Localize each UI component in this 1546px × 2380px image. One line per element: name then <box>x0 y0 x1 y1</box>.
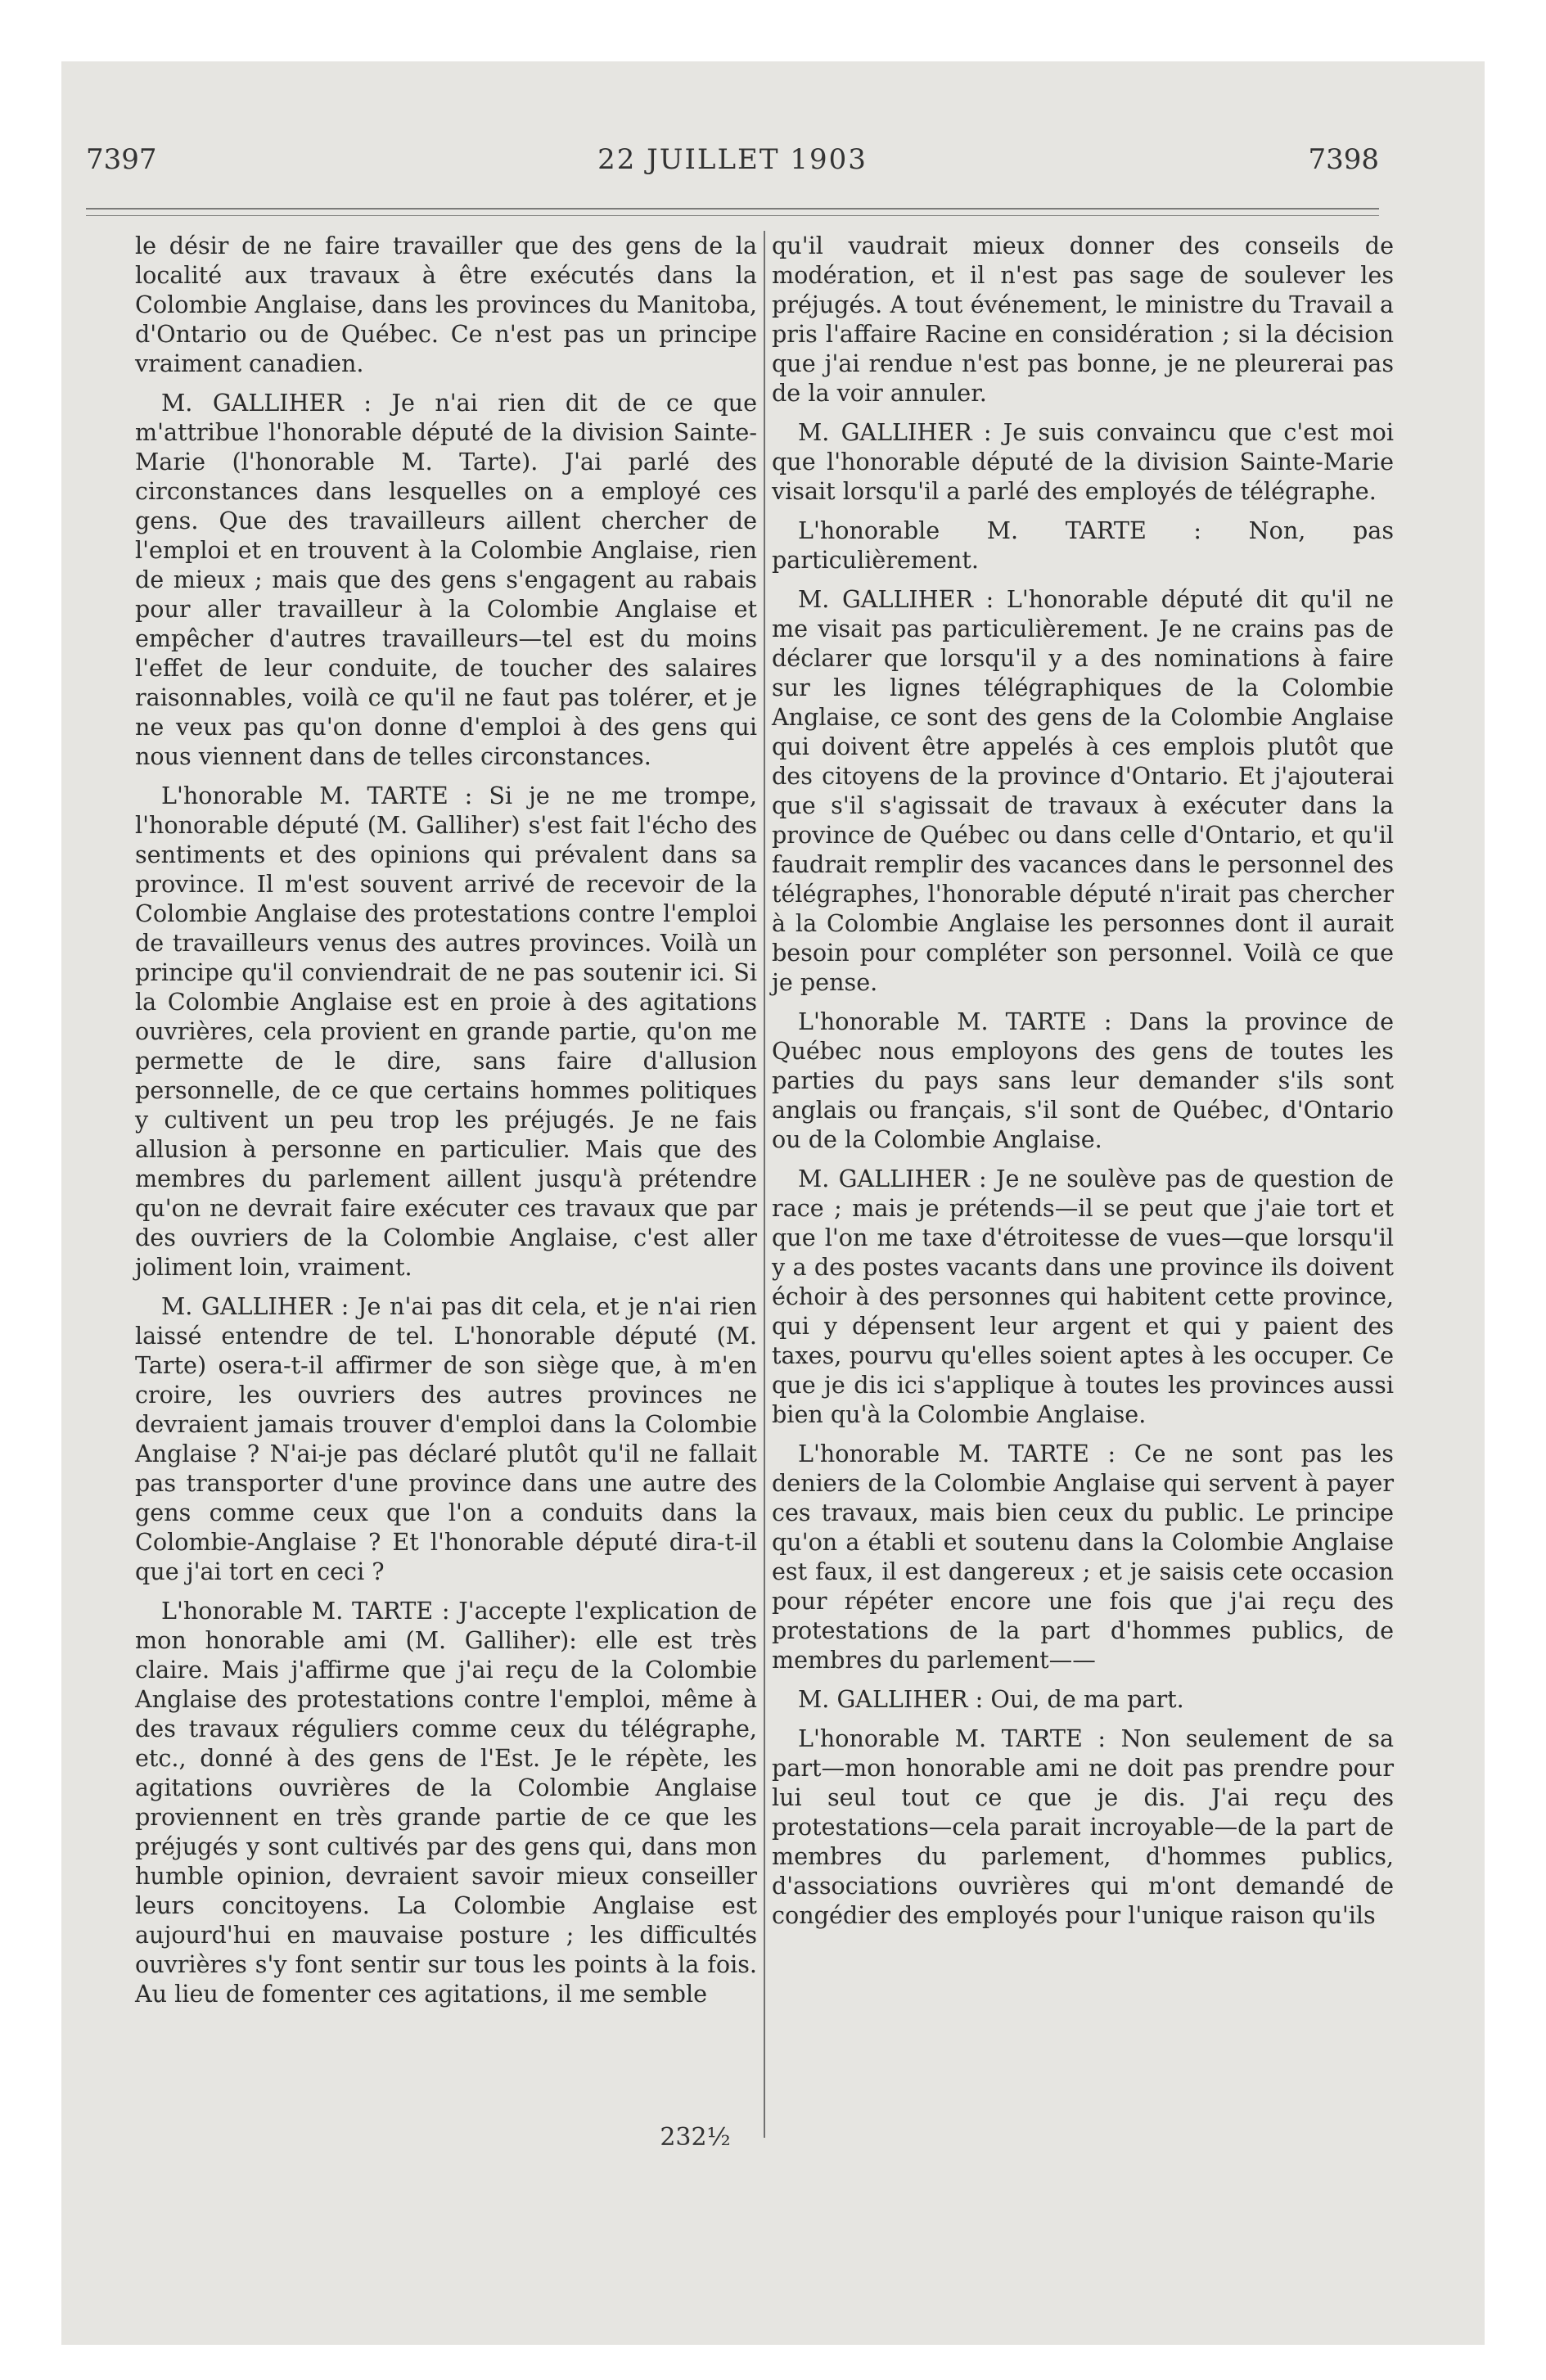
column-divider <box>764 231 765 2138</box>
paragraph: M. GALLIHER : Je ne soulève pas de question de race ; mais je prétends—il se peut que j'aie tort et que l'on me taxe d'étroitesse de vues—que lorsqu'il y a des postes vacants dans une province ils doivent échoir à des personnes qui habitent cette province, qui y dépensent leur argent et qui y paient des taxes, pourvu qu'elles soient aptes à les occuper. Ce que je dis ici s'applique à toutes les provinces aussi bien qu'à la Colombie Anglaise. <box>772 1165 1394 1428</box>
paragraph: M. GALLIHER : Je n'ai rien dit de ce que m'attribue l'honorable député de la division Sainte-Marie (l'honorable M. Tarte). J'ai parlé des circonstances dans lesquelles on a employé ces gens. Que des travailleurs aillent chercher de l'emploi et en trouvent à la Colombie Anglaise, rien de mieux ; mais que des gens s'engagent au rabais pour aller travailleur à la Colombie Anglaise et empêcher d'autres travailleurs—tel est du moins l'effet de leur conduite, de toucher des salaires raisonnables, voilà ce qu'il ne faut pas tolérer, et je ne veux pas qu'on donne d'emploi à des gens qui nous viennent dans de telles circonstances. <box>135 389 757 770</box>
page-number-right: 7398 <box>1308 143 1379 176</box>
paragraph: M. GALLIHER : Je suis convaincu que c'est moi que l'honorable député de la division Sainte-Marie visait lorsqu'il a parlé des employés de télégraphe. <box>772 418 1394 505</box>
paragraph: L'honorable M. TARTE : J'accepte l'explication de mon honorable ami (M. Galliher): elle est très claire. Mais j'affirme que j'ai reçu de la Colombie Anglaise des protestations contre l'emploi, même à des travaux réguliers comme ceux du télégraphe, etc., donné à des gens de l'Est. Je le répète, les agitations ouvrières de la Colombie Anglaise proviennent en très grande partie de ce que les préjugés y sont cultivés par des gens qui, dans mon humble opinion, devraient savoir mieux conseiller leurs concitoyens. La Colombie Anglaise est aujourd'hui en mauvaise posture ; les difficultés ouvrières s'y font sentir sur tous les points à la fois. Au lieu de fomenter ces agitations, il me semble <box>135 1597 757 2008</box>
paragraph: M. GALLIHER : Oui, de ma part. <box>798 1685 1184 1713</box>
paragraph: L'honorable M. TARTE : Non, pas particulièrement. <box>772 516 1394 574</box>
left-column <box>135 231 757 2018</box>
page-footer <box>0 2123 1546 2152</box>
paragraph: qu'il vaudrait mieux donner des conseils de modération, et il n'est pas sage de soulever les préjugés. A tout événement, le ministre du Travail a pris l'affaire Racine en considération ; si la décision que j'ai rendue n'est pas bonne, je ne pleurerai pas de la voir annuler. <box>772 232 1394 407</box>
paragraph: M. GALLIHER : L'honorable député dit qu'il ne me visait pas particulièrement. Je ne crains pas de déclarer que lorsqu'il y a des nominations à faire sur les lignes télégraphiques de la Colombie Anglaise, ce sont des gens de la Colombie Anglaise qui doivent être appelés à ces emplois plutôt que des citoyens de la province d'Ontario. Et j'ajouterai que s'il s'agissait de travaux à exécuter dans la province de Québec ou dans celle d'Ontario, et qu'il faudrait remplir des vacances dans le personnel des télégraphes, l'honorable député n'irait pas chercher à la Colombie Anglaise les personnes dont il aurait besoin pour compléter son personnel. Voilà ce que je pense. <box>772 585 1394 996</box>
paragraph: L'honorable M. TARTE : Dans la province de Québec nous employons des gens de toutes les parties du pays sans leur demander s'ils sont anglais ou français, s'il sont de Québec, d'Ontario ou de la Colombie Anglaise. <box>772 1007 1394 1153</box>
paragraph: L'honorable M. TARTE : Non seulement de sa part—mon honorable ami ne doit pas prendre pour lui seul tout ce que je dis. J'ai reçu des protestations—cela parait incroyable—de la part de membres du parlement, d'hommes publics, d'associations ouvrières qui m'ont demandé de congédier des employés pour l'unique raison qu'ils <box>772 1724 1394 1929</box>
page-header <box>86 143 1379 184</box>
header-rule-thin <box>86 215 1379 216</box>
paragraph: M. GALLIHER : Je n'ai pas dit cela, et je n'ai rien laissé entendre de tel. L'honorable député (M. Tarte) osera-t-il affirmer de son siège que, à m'en croire, les ouvriers des autres provinces ne devraient jamais trouver d'emploi dans la Colombie Anglaise ? N'ai-je pas déclaré plutôt qu'il ne fallait pas transporter d'une province dans une autre des gens comme ceux que l'on a conduits dans la Colombie-Anglaise ? Et l'honorable député dira-t-il que j'ai tort en ceci ? <box>135 1292 757 1585</box>
header-rule-thick <box>86 208 1379 210</box>
paragraph: L'honorable M. TARTE : Ce ne sont pas les deniers de la Colombie Anglaise qui servent à payer ces travaux, mais bien ceux du public. Le principe qu'on a établi et soutenu dans la Colombie Anglaise est faux, il est dangereux ; et je saisis cete occasion pour répéter encore une fois que j'ai reçu des protestations de la part d'hommes publics, de membres du parlement—— <box>772 1440 1394 1674</box>
paragraph: le désir de ne faire travailler que des gens de la localité aux travaux à être exécutés dans la Colombie Anglaise, dans les provinces du Manitoba, d'Ontario ou de Québec. Ce n'est pas un principe vraiment canadien. <box>135 232 757 377</box>
page-number-left: 7397 <box>86 143 157 176</box>
paragraph: L'honorable M. TARTE : Si je ne me trompe, l'honorable député (M. Galliher) s'est fait l'écho des sentiments et des opinions qui prévalent dans sa province. Il m'est souvent arrivé de recevoir de la Colombie Anglaise des protestations contre l'emploi de travailleurs venus des autres provinces. Voilà un principe qu'il conviendrait de ne pas soutenir ici. Si la Colombie Anglaise est en proie à des agitations ouvrières, cela provient en grande partie, qu'on me permette de le dire, sans faire d'allusion personnelle, de ce que certains hommes politiques y cultivent un peu trop les préjugés. Je ne fais allusion à personne en particulier. Mais que des membres du parlement aillent jusqu'à prétendre qu'on ne devrait faire exécuter ces travaux que par des ouvriers de la Colombie Anglaise, c'est aller joliment loin, vraiment. <box>135 782 757 1281</box>
page-date: 22 JUILLET 1903 <box>597 143 868 176</box>
right-column <box>772 231 1394 1940</box>
signature-mark: 232½ <box>660 2123 731 2152</box>
